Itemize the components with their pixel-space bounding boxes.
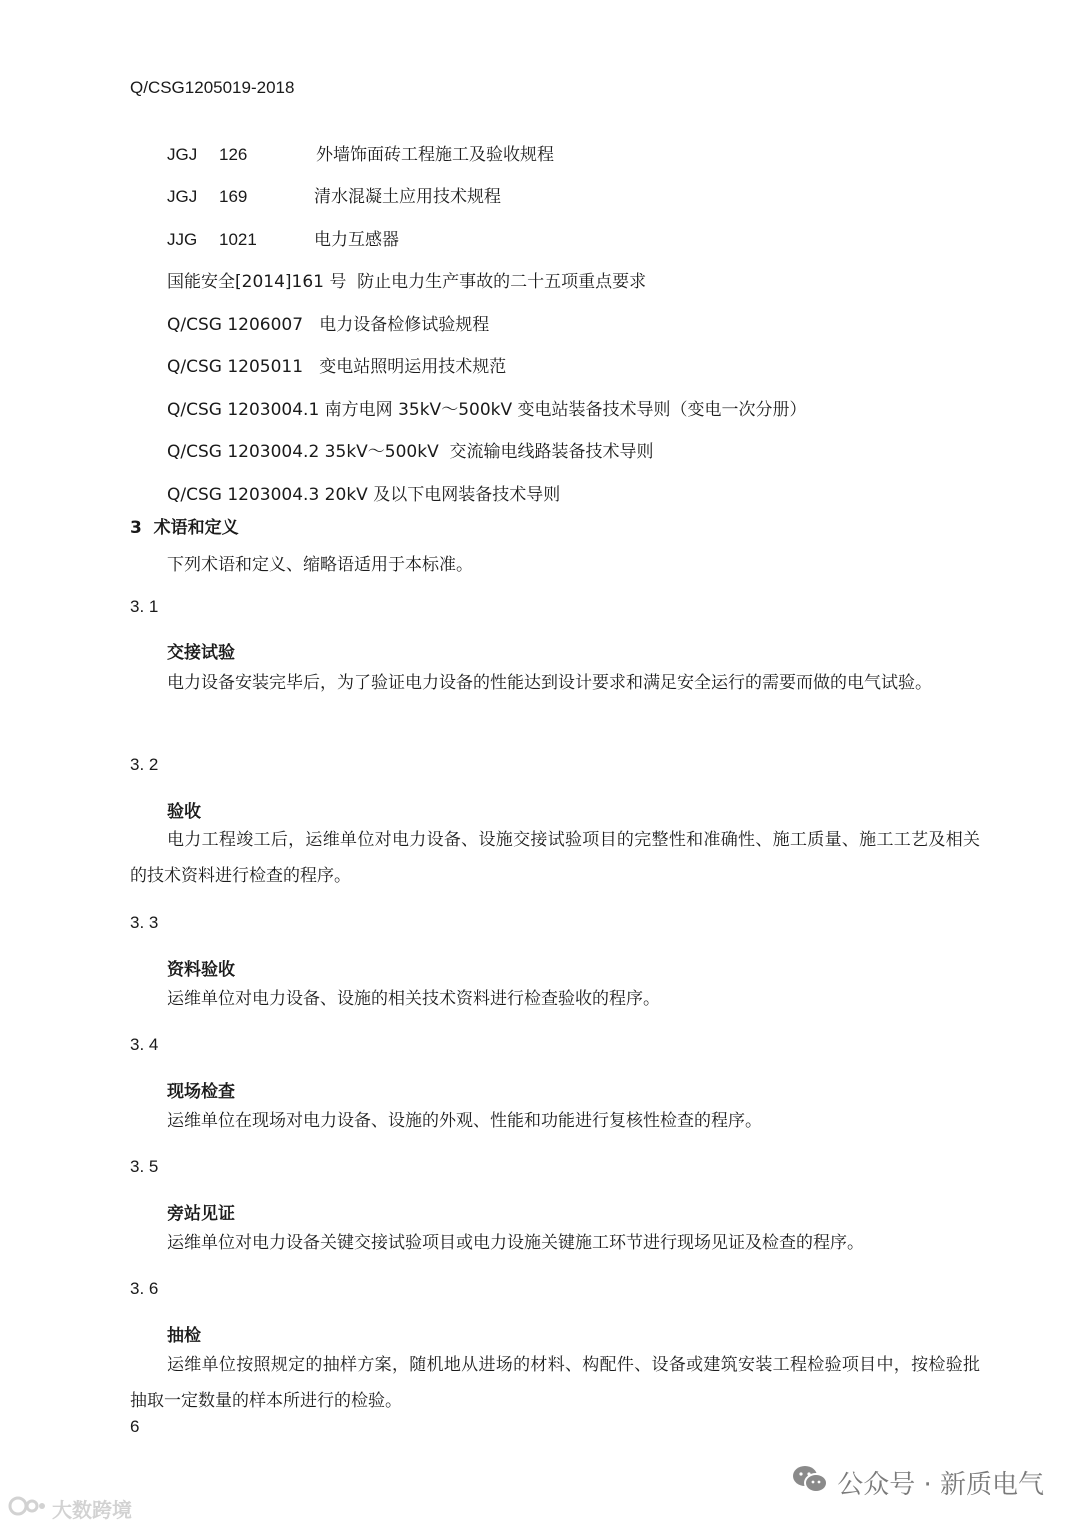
reference-row [167, 182, 501, 207]
section-heading: 3 术语和定义 [130, 518, 239, 538]
term-title: 资料验收 [167, 960, 235, 980]
page-number: 6 [130, 1417, 140, 1436]
reference-row: Q/CSG 1203004.1 南方电网 35kV～500kV 变电站装备技术导则（变电一次分册） [167, 400, 807, 420]
term-definition: 运维单位在现场对电力设备、设施的外观、性能和功能进行复核性检查的程序。 [167, 1111, 762, 1131]
term-title: 验收 [167, 802, 201, 822]
reference-title: 清水混凝土应用技术规程 [314, 187, 501, 207]
term-title: 抽检 [167, 1326, 201, 1346]
clause-number: 3. 2 [130, 755, 159, 774]
term-title: 现场检查 [167, 1082, 235, 1102]
reference-row: Q/CSG 1203004.3 20kV 及以下电网装备技术导则 [167, 485, 561, 505]
term-title: 交接试验 [167, 643, 235, 663]
term-title: 旁站见证 [167, 1204, 235, 1224]
wechat-icon [791, 1463, 829, 1502]
section-intro: 下列术语和定义、缩略语适用于本标准。 [167, 555, 473, 575]
reference-title: 外墙饰面砖工程施工及验收规程 [316, 145, 554, 165]
clause-number: 3. 3 [130, 913, 159, 932]
watermark-text: 大数跨境 [52, 1498, 132, 1522]
clause-number: 3. 5 [130, 1157, 159, 1176]
term-definition: 运维单位按照规定的抽样方案，随机地从进场的材料、构配件、设备或建筑安装工程检验项目中，按检验批抽取一定数量的样本所进行的检验。 [130, 1355, 980, 1411]
reference-row: Q/CSG 1206007 电力设备检修试验规程 [167, 315, 490, 335]
clause-number: 3. 6 [130, 1279, 159, 1298]
term-definition: 电力设备安装完毕后，为了验证电力设备的性能达到设计要求和满足安全运行的需要而做的电气试验。 [167, 673, 932, 693]
clause-number: 3. 1 [130, 597, 159, 616]
reference-code: JGJ [167, 187, 198, 206]
reference-code: JJG [167, 230, 198, 249]
reference-number: 126 [219, 145, 248, 164]
reference-number: 1021 [219, 230, 257, 249]
reference-row: Q/CSG 1205011 变电站照明运用技术规范 [167, 357, 507, 377]
reference-number: 169 [219, 187, 248, 206]
reference-row [167, 225, 399, 250]
watermark-text: 公众号 · 新质电气 [837, 1470, 1044, 1500]
brand-logo-icon [8, 1495, 48, 1522]
brand-watermark [8, 1494, 132, 1523]
term-definition: 运维单位对电力设备、设施的相关技术资料进行检查验收的程序。 [167, 989, 660, 1009]
reference-row: 国能安全[2014]161 号 防止电力生产事故的二十五项重点要求 [167, 272, 647, 292]
clause-number: 3. 4 [130, 1035, 159, 1054]
term-definition: 运维单位对电力设备关键交接试验项目或电力设施关键施工环节进行现场见证及检查的程序。 [167, 1233, 864, 1253]
wechat-watermark [791, 1463, 1044, 1502]
term-definition: 电力工程竣工后，运维单位对电力设备、设施交接试验项目的完整性和准确性、施工质量、施工工艺及相关的技术资料进行检查的程序。 [130, 830, 980, 886]
reference-row [167, 140, 554, 165]
reference-title: 电力互感器 [314, 230, 399, 250]
reference-code: JGJ [167, 145, 198, 164]
document-code-header: Q/CSG1205019-2018 [130, 78, 295, 97]
reference-row: Q/CSG 1203004.2 35kV～500kV 交流输电线路装备技术导则 [167, 442, 654, 462]
